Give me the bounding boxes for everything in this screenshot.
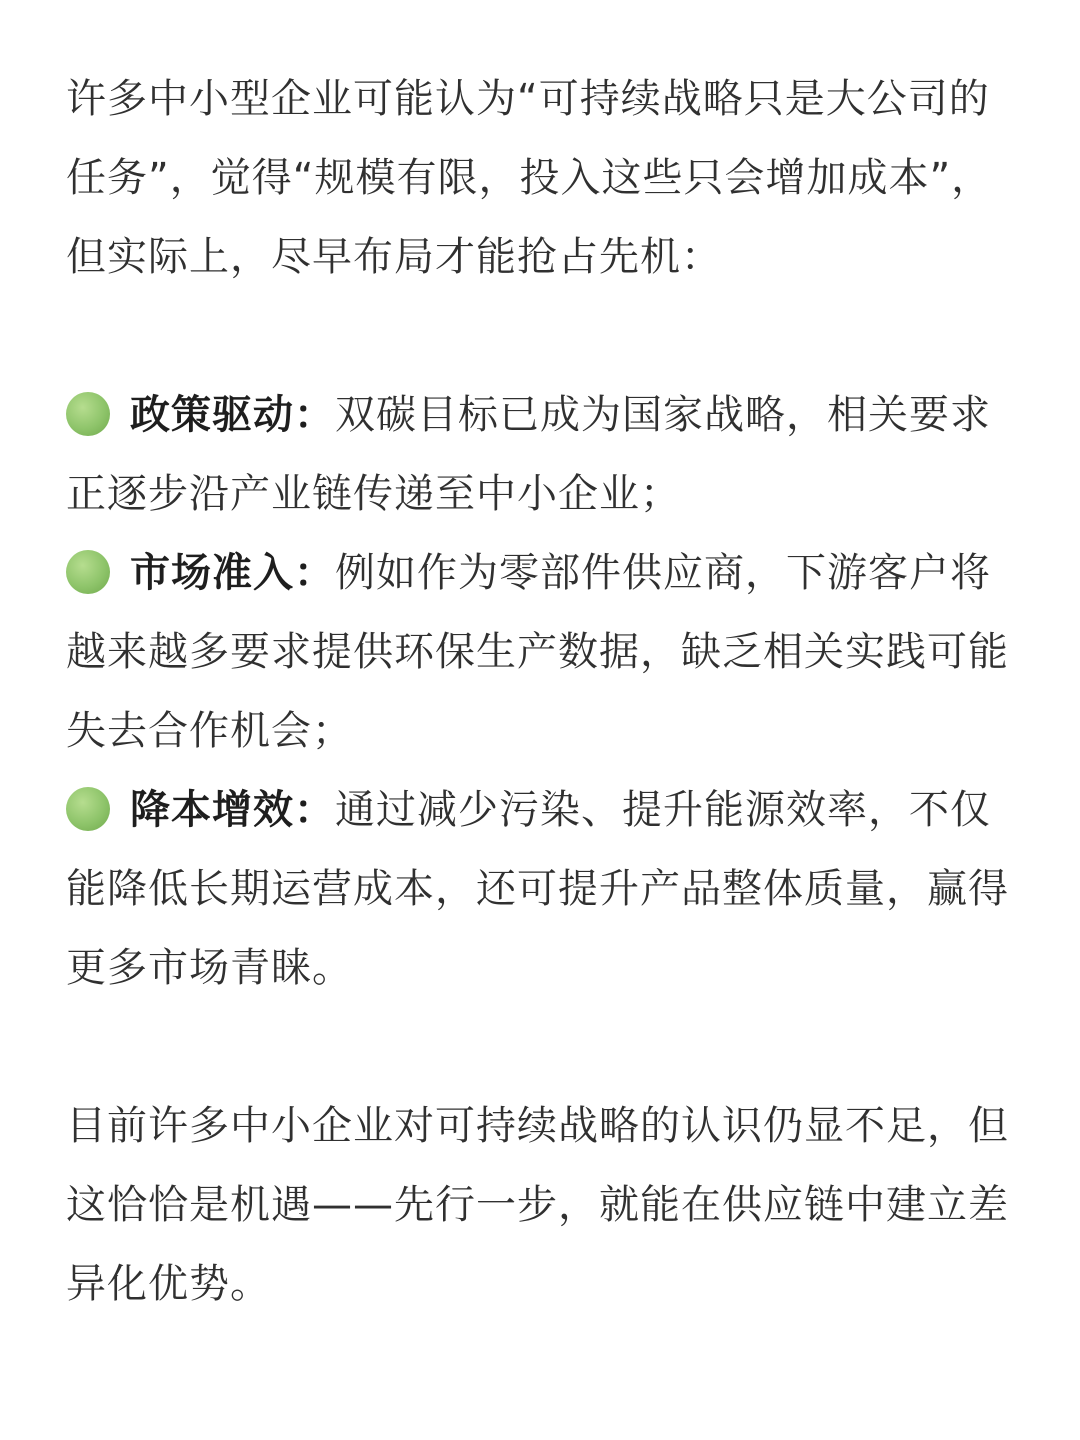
green-circle-icon: [66, 392, 110, 436]
bullet-text: 通过减少污染、提升能源效率，不仅能降低长期运营成本，还可提升产品整体质量，赢得更多市场青睐。: [66, 787, 1009, 991]
bullet-list: [66, 376, 1016, 1008]
green-circle-icon: [66, 550, 110, 594]
bullet-title: 政策驱动：: [130, 392, 335, 438]
bullet-title: 市场准入：: [130, 550, 335, 596]
bullet-item-cost: [66, 771, 1016, 1008]
spacer: [66, 1008, 1016, 1087]
bullet-text: 双碳目标已成为国家战略，相关要求正逐步沿产业链传递至中小企业；: [66, 392, 991, 517]
bullet-title: 降本增效：: [130, 787, 335, 833]
green-circle-icon: [66, 787, 110, 831]
conclusion-paragraph: 目前许多中小企业对可持续战略的认识仍显不足，但这恰恰是机遇——先行一步，就能在供应链中建立差异化优势。: [66, 1103, 1009, 1307]
bullet-text: 例如作为零部件供应商，下游客户将越来越多要求提供环保生产数据，缺乏相关实践可能失去合作机会；: [66, 550, 1009, 754]
bullet-item-market: [66, 534, 1016, 771]
bullet-item-policy: [66, 376, 1016, 534]
intro-paragraph: 许多中小型企业可能认为“可持续战略只是大公司的任务”，觉得“规模有限，投入这些只会增加成本”，但实际上，尽早布局才能抢占先机：: [66, 76, 993, 280]
article-body: [66, 60, 1016, 1324]
spacer: [66, 297, 1016, 376]
